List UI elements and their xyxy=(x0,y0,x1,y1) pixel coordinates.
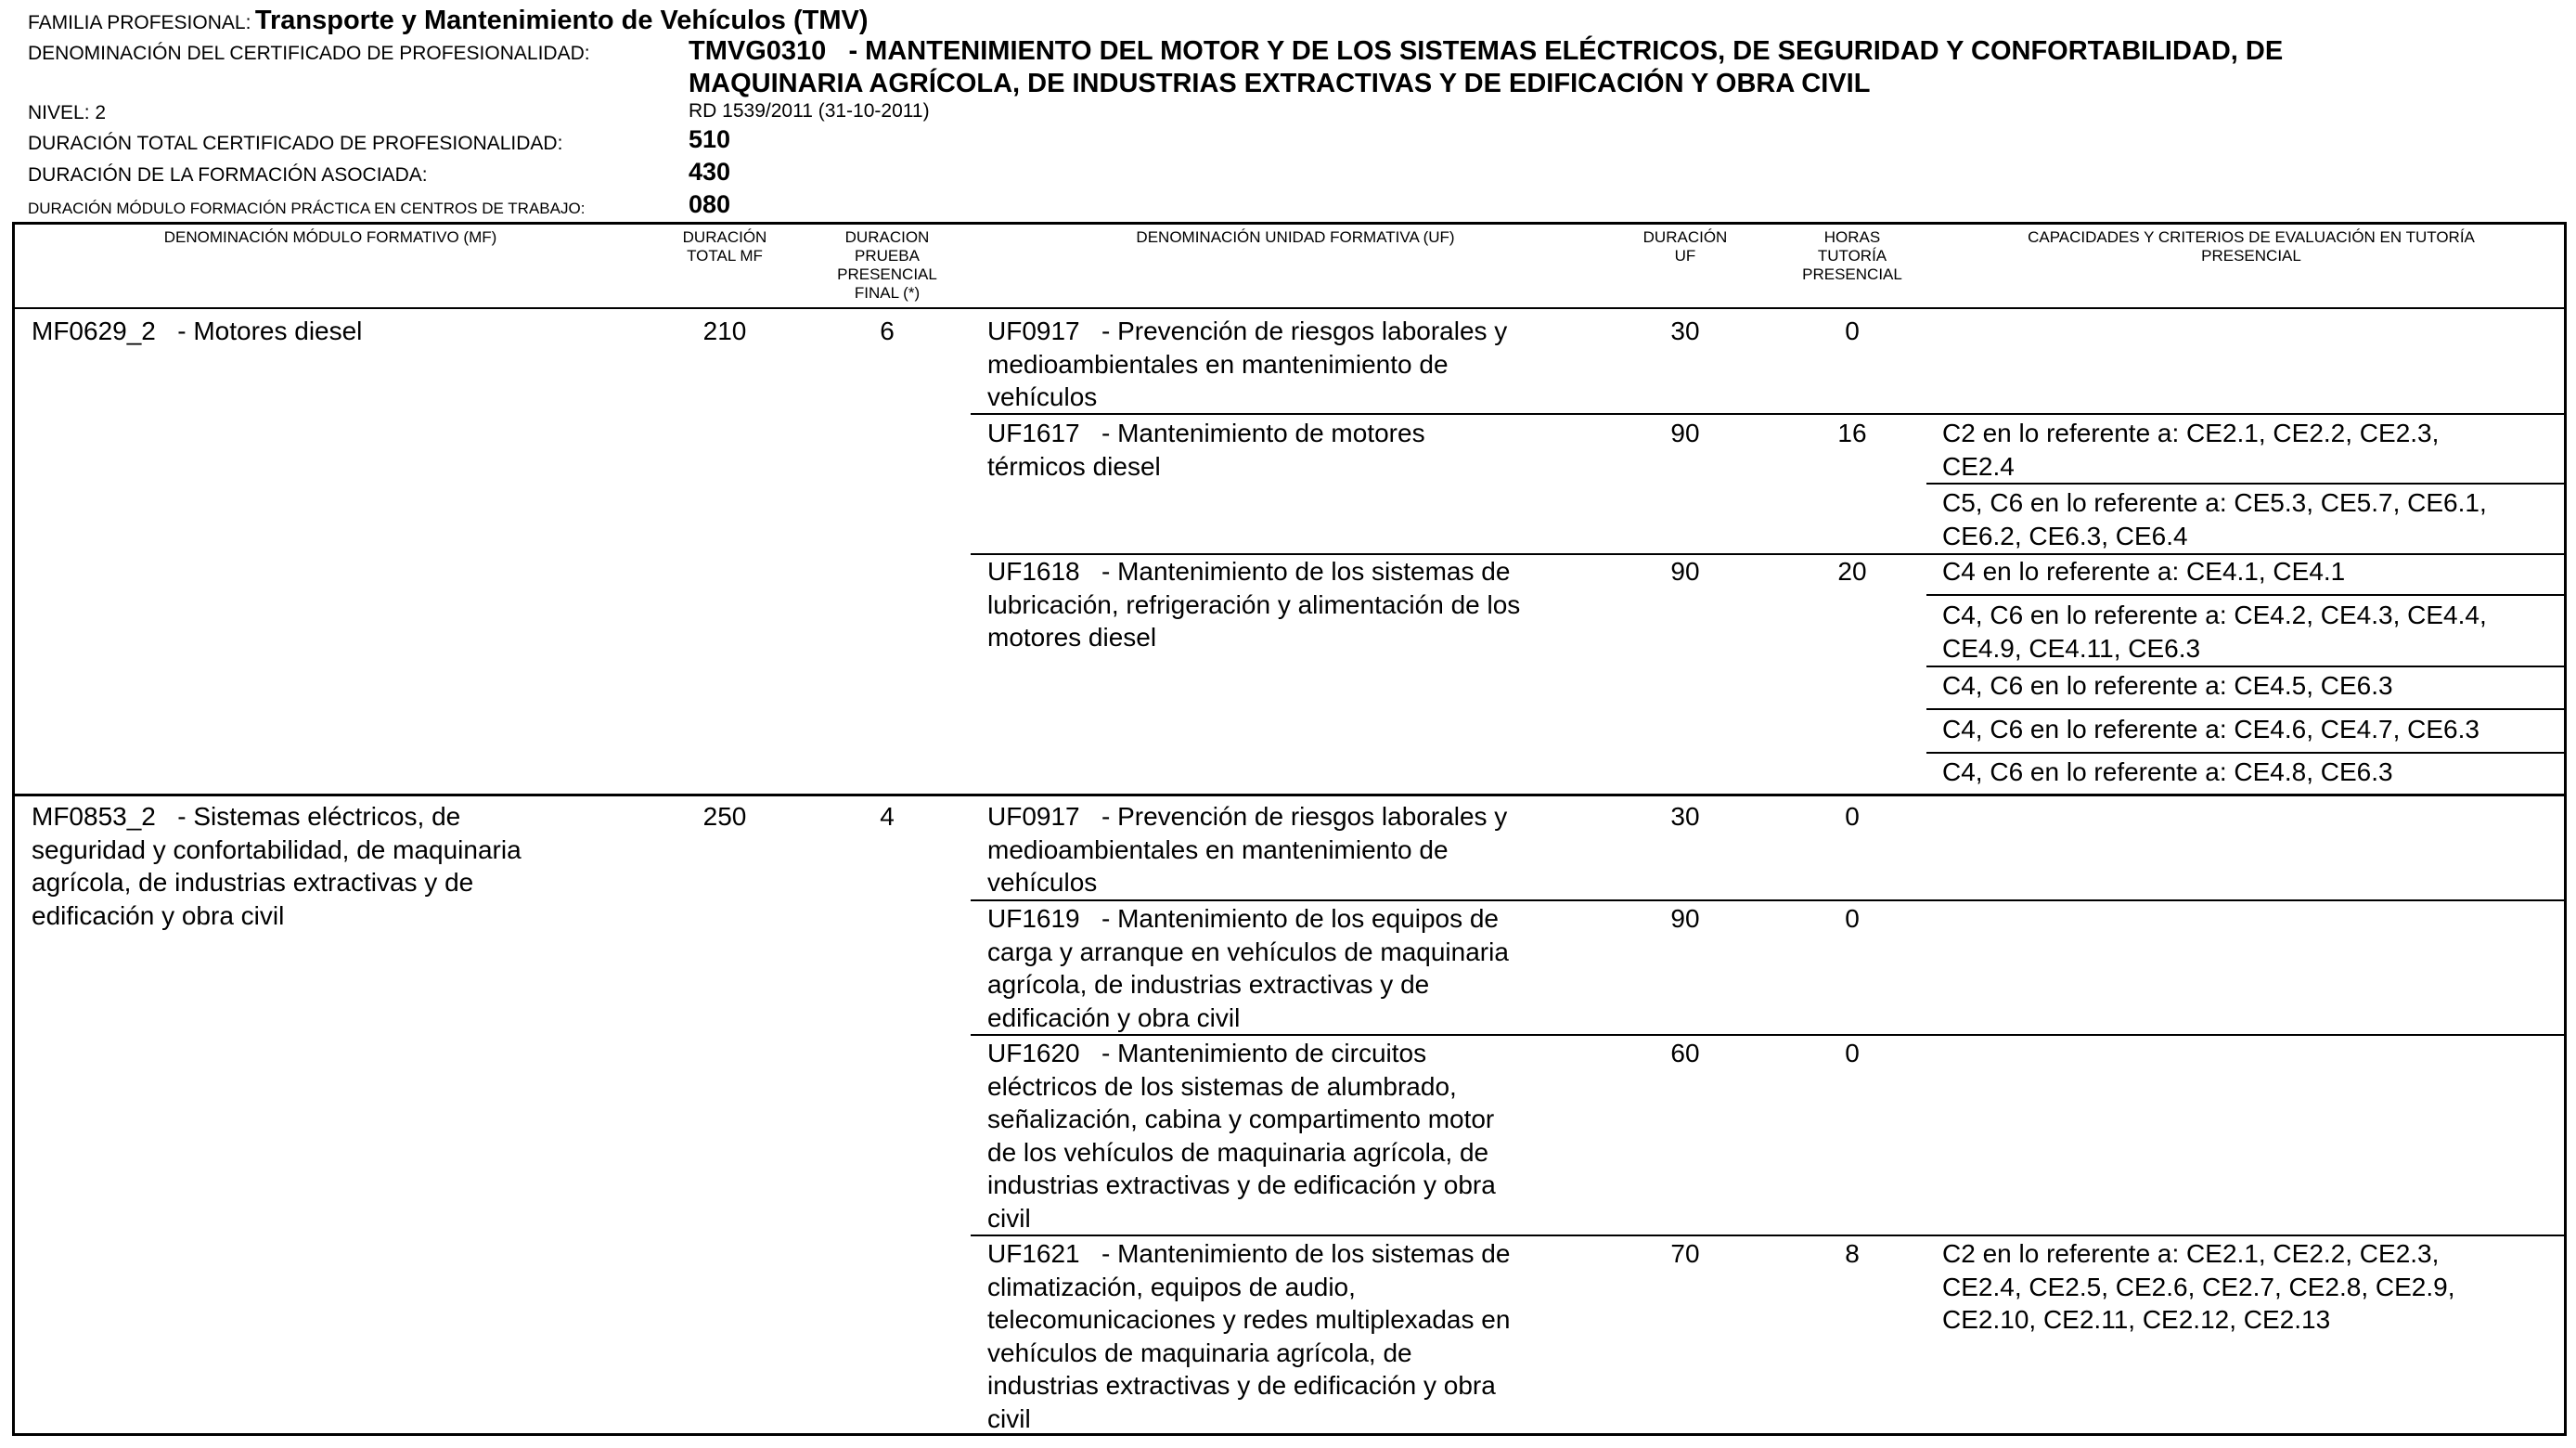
uf-tutoria: 0 xyxy=(1845,802,1860,831)
duracion-formacion-value: 430 xyxy=(689,158,731,186)
uf-row-m1-uf0917: UF0917 - Prevención de riesgos laborales y medioambientales en mantenimiento de vehículos xyxy=(987,317,1508,411)
uf-row-m2-uf1620: UF1620 - Mantenimiento de circuitos eléctricos de los sistemas de alumbrado, señalización, cabina y compartimento motor de los vehículos de maquinaria agrícola, de industrias extractivas y de edificación y obra civil xyxy=(987,1039,1496,1233)
row-divider xyxy=(1926,666,2564,667)
capacidad-cell: C4 en lo referente a: CE4.1, CE4.1 xyxy=(1942,557,2346,586)
uf-duration: 30 xyxy=(1670,802,1700,831)
duracion-total-label: DURACIÓN TOTAL CERTIFICADO DE PROFESIONALIDAD: xyxy=(28,133,563,154)
uf-row-m2-uf1621: UF1621 - Mantenimiento de los sistemas de climatización, equipos de audio, telecomunicaciones y redes multiplexadas en vehículos de maquinaria agrícola, de industrias extractivas y de edificación y obra civil xyxy=(987,1239,1511,1433)
row-divider xyxy=(971,1034,2564,1036)
capacidad-cell: C4, C6 en lo referente a: CE4.8, CE6.3 xyxy=(1942,757,2393,786)
row-divider xyxy=(1926,708,2564,710)
uf-row-m1-uf1617: UF1617 - Mantenimiento de motores térmicos diesel xyxy=(987,419,1425,481)
col-header-mf: DENOMINACIÓN MÓDULO FORMATIVO (MF) xyxy=(163,228,497,246)
duracion-practica-label: DURACIÓN MÓDULO FORMACIÓN PRÁCTICA EN CENTROS DE TRABAJO: xyxy=(28,200,586,217)
familia-label: FAMILIA PROFESIONAL: xyxy=(28,12,251,33)
duracion-formacion-label: DURACIÓN DE LA FORMACIÓN ASOCIADA: xyxy=(28,164,428,186)
row-divider xyxy=(1926,594,2564,596)
duracion-practica-value: 080 xyxy=(689,190,731,218)
capacidad-cell: C5, C6 en lo referente a: CE5.3, CE5.7, CE6.1, CE6.2, CE6.3, CE6.4 xyxy=(1942,488,2487,550)
uf-tutoria: 0 xyxy=(1845,1039,1860,1067)
capacidad-cell: C4, C6 en lo referente a: CE4.6, CE4.7, CE6.3 xyxy=(1942,715,2479,743)
uf-tutoria: 0 xyxy=(1845,317,1860,345)
module-2-duration: 250 xyxy=(702,802,747,831)
col-header-capacidades: CAPACIDADES Y CRITERIOS DE EVALUACIÓN EN TUTORÍA PRESENCIAL xyxy=(2028,228,2475,265)
uf-tutoria: 0 xyxy=(1845,904,1860,933)
uf-row-m2-uf1619: UF1619 - Mantenimiento de los equipos de carga y arranque en vehículos de maquinaria agrícola, de industrias extractivas y de edificación y obra civil xyxy=(987,904,1509,1032)
duracion-total-value: 510 xyxy=(689,125,731,153)
familia-value: Transporte y Mantenimiento de Vehículos (TMV) xyxy=(254,6,869,35)
col-header-uf: DENOMINACIÓN UNIDAD FORMATIVA (UF) xyxy=(1136,228,1455,246)
header-divider xyxy=(15,307,2564,309)
col-header-prueba: DURACION PRUEBA PRESENCIAL FINAL (*) xyxy=(837,228,937,302)
uf-duration: 90 xyxy=(1670,557,1700,586)
capacidad-cell: C4, C6 en lo referente a: CE4.5, CE6.3 xyxy=(1942,671,2393,700)
certificate-title xyxy=(689,35,2544,100)
col-header-duracion-uf: DURACIÓN UF xyxy=(1642,228,1728,265)
uf-row-m1-uf1618: UF1618 - Mantenimiento de los sistemas de lubricación, refrigeración y alimentación de los motores diesel xyxy=(987,557,1521,652)
uf-duration: 90 xyxy=(1670,419,1700,447)
capacidad-cell: C2 en lo referente a: CE2.1, CE2.2, CE2.3, CE2.4, CE2.5, CE2.6, CE2.7, CE2.8, CE2.9, CE2.10, CE2.11, CE2.12, CE2.13 xyxy=(1942,1239,2455,1334)
capacidad-cell: C2 en lo referente a: CE2.1, CE2.2, CE2.3, CE2.4 xyxy=(1942,419,2440,481)
module-2-prueba: 4 xyxy=(880,802,895,831)
row-divider xyxy=(971,413,2564,415)
col-header-duracion-mf: DURACIÓN TOTAL MF xyxy=(682,228,767,265)
row-divider xyxy=(1926,483,2564,485)
denominacion-label: DENOMINACIÓN DEL CERTIFICADO DE PROFESIONALIDAD: xyxy=(28,43,590,64)
uf-duration: 90 xyxy=(1670,904,1700,933)
uf-row-m2-uf0917: UF0917 - Prevención de riesgos laborales y medioambientales en mantenimiento de vehículos xyxy=(987,802,1508,897)
document-header xyxy=(28,0,2533,223)
col-header-tutoria: HORAS TUTORÍA PRESENCIAL xyxy=(1802,228,1902,283)
module-1-prueba: 6 xyxy=(880,317,895,345)
row-divider xyxy=(971,1235,2564,1236)
uf-tutoria: 20 xyxy=(1837,557,1867,586)
module-1-duration: 210 xyxy=(702,317,747,345)
row-divider xyxy=(971,899,2564,901)
familia-row xyxy=(28,6,869,36)
module-1-name: MF0629_2 - Motores diesel xyxy=(32,317,363,345)
nivel-label: NIVEL: 2 xyxy=(28,102,107,123)
uf-tutoria: 8 xyxy=(1845,1239,1860,1268)
certificate-title-line-1: - MANTENIMIENTO DEL MOTOR Y DE LOS SISTEMAS ELÉCTRICOS, DE SEGURIDAD Y CONFORTABILIDAD, DE xyxy=(848,36,2284,66)
uf-duration: 30 xyxy=(1670,317,1700,345)
rd-reference: RD 1539/2011 (31-10-2011) xyxy=(689,100,930,122)
capacidad-cell: C4, C6 en lo referente a: CE4.2, CE4.3, CE4.4, CE4.9, CE4.11, CE6.3 xyxy=(1942,601,2487,663)
uf-tutoria: 16 xyxy=(1837,419,1867,447)
uf-duration: 60 xyxy=(1670,1039,1700,1067)
module-divider xyxy=(15,794,2564,796)
modules-table xyxy=(12,222,2567,1436)
certificate-title-line-2: MAQUINARIA AGRÍCOLA, DE INDUSTRIAS EXTRACTIVAS Y DE EDIFICACIÓN Y OBRA CIVIL xyxy=(689,69,1871,98)
row-divider xyxy=(1926,752,2564,754)
module-2-name: MF0853_2 - Sistemas eléctricos, de seguridad y confortabilidad, de maquinaria agrícola, de industrias extractivas y de edificación y obra civil xyxy=(32,802,522,930)
uf-duration: 70 xyxy=(1670,1239,1700,1268)
certificate-code: TMVG0310 xyxy=(689,36,827,66)
